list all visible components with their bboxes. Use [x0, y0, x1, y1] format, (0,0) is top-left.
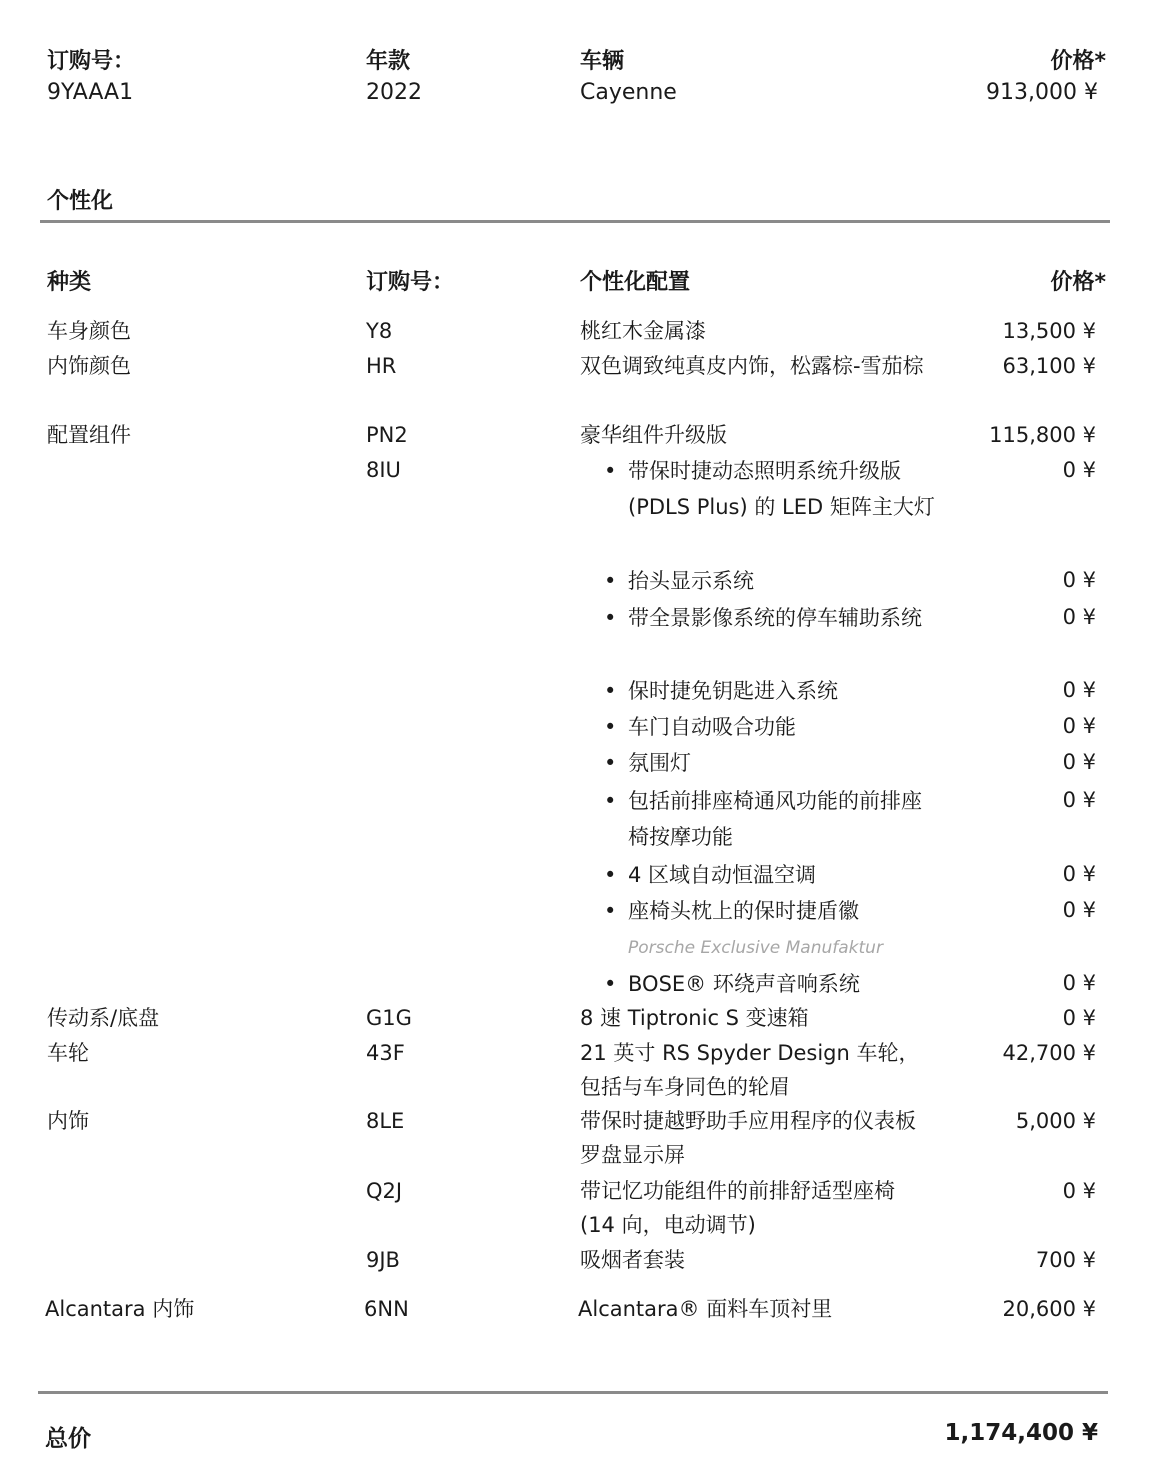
bullet: •	[604, 789, 617, 813]
row-description: 21 英寸 RS Spyder Design 车轮，包括与车身同色的轮眉	[580, 1041, 920, 1099]
col-header-config: 个性化配置	[580, 270, 691, 295]
order-no: 9YAAA1	[47, 80, 134, 105]
row-code: 8LE	[366, 1109, 405, 1133]
bullet: •	[604, 899, 617, 923]
package-item-text: 氛围灯	[628, 751, 691, 775]
row-category: 内饰	[47, 1109, 89, 1133]
package-item-text: BOSE® 环绕声音响系统	[628, 972, 860, 996]
bullet: •	[604, 569, 617, 593]
row-category: 传动系/底盘	[47, 1006, 160, 1030]
total-label: 总价	[45, 1426, 91, 1452]
divider	[40, 220, 1110, 223]
package-item-price: 0 ¥	[1062, 788, 1096, 812]
row-code: 9JB	[366, 1248, 400, 1272]
package-item-text: 保时捷免钥匙进入系统	[628, 679, 838, 703]
package-item-price: 0 ¥	[1062, 898, 1096, 922]
package-item-text: 包括前排座椅通风功能的前排座椅按摩功能	[628, 789, 922, 849]
order-no-label: 订购号：	[47, 49, 136, 74]
row-code: HR	[366, 354, 397, 378]
vehicle: Cayenne	[580, 80, 677, 105]
row-description: 桃红木金属漆	[580, 319, 706, 343]
row-price: 0 ¥	[1062, 1006, 1096, 1030]
row-code: Q2J	[366, 1179, 403, 1203]
package-item-price: 0 ¥	[1062, 678, 1096, 702]
bullet: •	[604, 751, 617, 775]
row-category: 内饰颜色	[47, 354, 131, 378]
row-code: Y8	[366, 319, 393, 343]
row-category: Alcantara 内饰	[45, 1297, 195, 1321]
col-header-order-no: 订购号：	[366, 270, 455, 295]
row-price: 115,800 ¥	[989, 423, 1096, 447]
package-item-price: 0 ¥	[1062, 714, 1096, 738]
row-category: 车轮	[47, 1041, 89, 1065]
bullet: •	[604, 715, 617, 739]
package-item-price: 0 ¥	[1062, 971, 1096, 995]
row-price: 20,600 ¥	[1002, 1297, 1096, 1321]
package-item-text: 带保时捷动态照明系统升级版 (PDLS Plus) 的 LED 矩阵主大灯	[628, 459, 935, 519]
row-code: G1G	[366, 1006, 412, 1030]
package-item-price: 0 ¥	[1062, 750, 1096, 774]
bullet: •	[604, 863, 617, 887]
row-code: PN2	[366, 423, 408, 447]
row-description: 豪华组件升级版	[580, 423, 727, 447]
package-item-price: 0 ¥	[1062, 568, 1096, 592]
model-year: 2022	[366, 80, 422, 105]
row-price: 63,100 ¥	[1002, 354, 1096, 378]
row-code: 6NN	[364, 1297, 409, 1321]
row-code: 43F	[366, 1041, 405, 1065]
package-item-text: 车门自动吸合功能	[628, 715, 796, 739]
manufaktur-note: Porsche Exclusive Manufaktur	[628, 938, 883, 958]
row-code: 8IU	[366, 458, 401, 482]
vehicle-label: 车辆	[580, 49, 625, 74]
model-year-label: 年款	[366, 49, 411, 74]
col-header-price: 价格*	[1050, 270, 1106, 295]
package-item-price: 0 ¥	[1062, 862, 1096, 886]
row-price: 13,500 ¥	[1002, 319, 1096, 343]
divider	[38, 1391, 1108, 1394]
row-price: 0 ¥	[1062, 1179, 1096, 1203]
row-category: 车身颜色	[47, 319, 131, 343]
package-item-price: 0 ¥	[1062, 605, 1096, 629]
row-description: 带记忆功能组件的前排舒适型座椅 (14 向，电动调节)	[580, 1179, 895, 1237]
row-price: 700 ¥	[1035, 1248, 1096, 1272]
package-item-text: 座椅头枕上的保时捷盾徽	[628, 899, 859, 923]
row-description: 双色调致纯真皮内饰，松露棕-雪茄棕	[580, 354, 924, 378]
bullet: •	[604, 679, 617, 703]
base-price: 913,000 ¥	[986, 80, 1098, 105]
price-label: 价格*	[1050, 49, 1106, 74]
col-header-category: 种类	[47, 270, 92, 295]
package-item-text: 带全景影像系统的停车辅助系统	[628, 606, 922, 630]
bullet: •	[604, 972, 617, 996]
section-title: 个性化	[47, 189, 114, 214]
row-description: 8 速 Tiptronic S 变速箱	[580, 1006, 809, 1030]
bullet: •	[604, 606, 617, 630]
row-price: 42,700 ¥	[1002, 1041, 1096, 1065]
row-price: 5,000 ¥	[1015, 1109, 1096, 1133]
package-item-price: 0 ¥	[1062, 458, 1096, 482]
total-value: 1,174,400 ¥	[944, 1420, 1098, 1446]
row-description: 吸烟者套装	[580, 1248, 685, 1272]
package-item-text: 抬头显示系统	[628, 569, 754, 593]
package-item-text: 4 区域自动恒温空调	[628, 863, 817, 887]
row-description: 带保时捷越野助手应用程序的仪表板罗盘显示屏	[580, 1109, 916, 1167]
row-category: 配置组件	[47, 423, 131, 447]
row-description: Alcantara® 面料车顶衬里	[578, 1297, 833, 1321]
bullet: •	[604, 459, 617, 483]
